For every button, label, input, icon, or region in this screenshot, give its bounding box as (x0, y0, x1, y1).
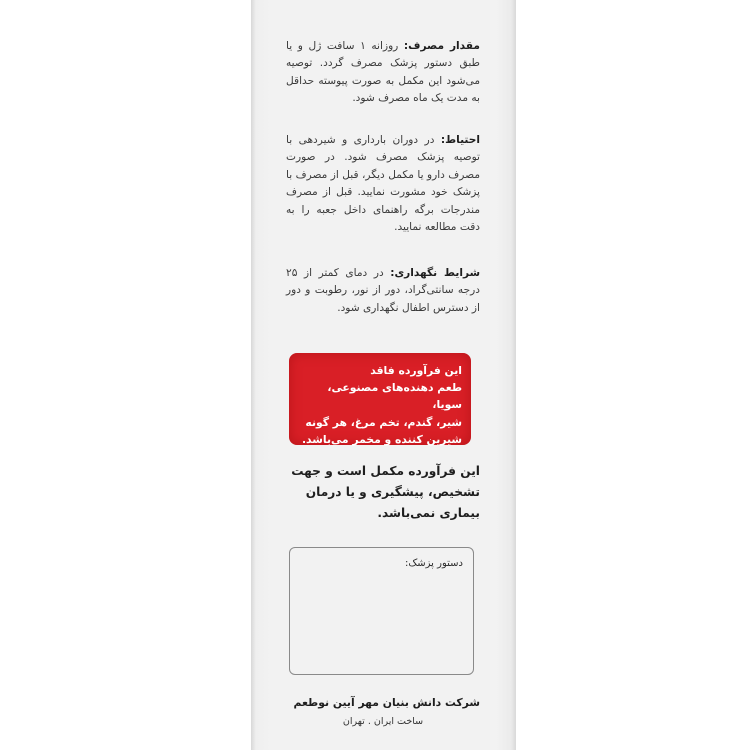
storage-paragraph (286, 265, 480, 317)
storage-label: شرایط نگهداری: (390, 267, 480, 279)
free-from-line: طعم دهنده‌های مصنوعی، سویا، (327, 381, 462, 412)
prescription-box (289, 547, 474, 675)
caution-text: در دوران بارداری و شیردهی با توصیه پزشک مصرف شود. در صورت مصرف دارو یا مکمل دیگر، قبل از مصرف با پزشک خود مشورت نمایید. قبل از مصرف مندرجات برگه راهنمای داخل جعبه را به دقت مطالعه نمایید. (286, 134, 480, 234)
free-from-line: این فرآورده فاقد (370, 364, 462, 377)
free-from-text (300, 362, 462, 448)
free-from-line: شیرین کننده و مخمر می‌باشد. (301, 432, 462, 446)
supplement-notice: این فرآورده مکمل است و جهت تشخیص، پیشگیری و یا درمان بیماری نمی‌باشد. (291, 464, 480, 520)
dosage-text: روزانه ۱ سافت ژل و یا طبق دستور پزشک مصرف گردد. توصیه می‌شود این مکمل به صورت پیوسته حداقل به مدت یک ماه مصرف شود. (286, 40, 480, 105)
made-in: ساخت ایران . تهران (342, 716, 424, 727)
storage-text: در دمای کمتر از ۲۵ درجه سانتی‌گراد، دور از نور، رطوبت و دور از دسترس اطفال نگهداری شود. (286, 267, 480, 314)
caution-paragraph (286, 132, 480, 236)
dosage-paragraph (286, 38, 480, 108)
prescription-label: دستور پزشک: (404, 558, 463, 569)
caution-label: احتیاط: (440, 134, 480, 146)
dosage-label: مقدار مصرف: (403, 40, 480, 52)
free-from-line: شیر، گندم، تخم مرغ، هر گونه (305, 415, 462, 429)
company-name: شرکت دانش بنیان مهر آیین نوطعم (293, 696, 480, 709)
